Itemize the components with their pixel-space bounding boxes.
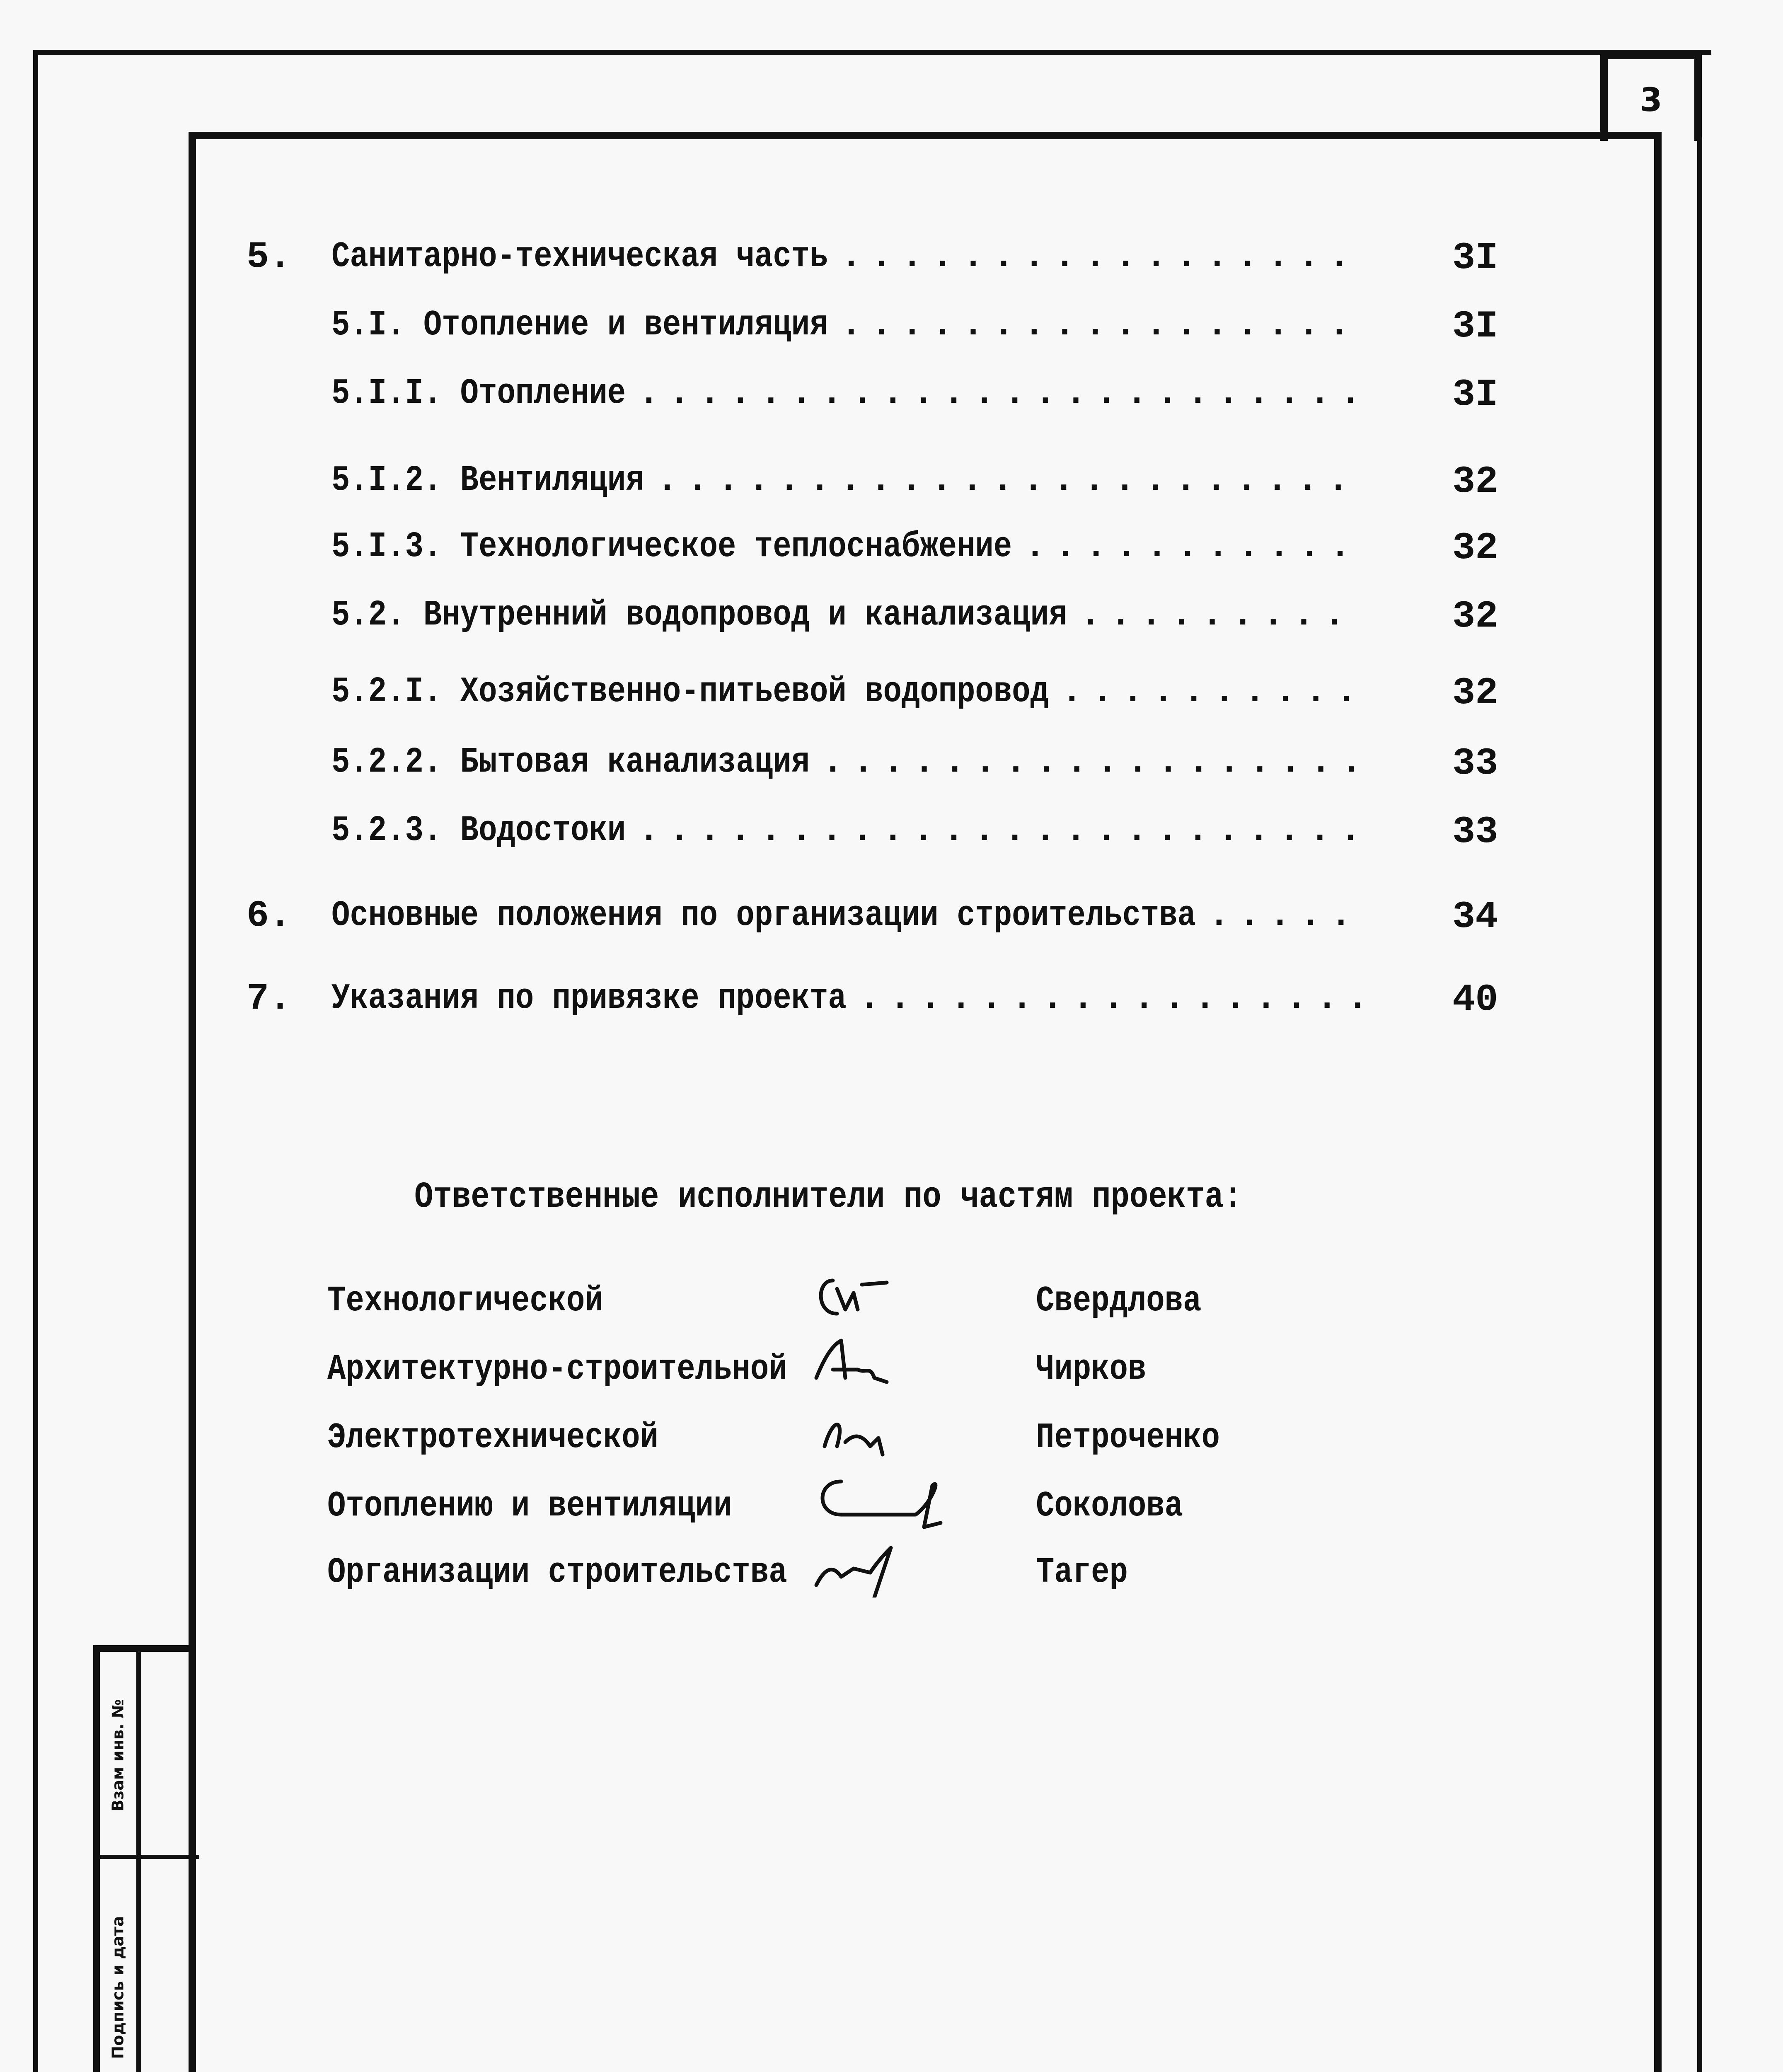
toc-row bbox=[0, 305, 1783, 350]
toc-leader-dots: .......... bbox=[1061, 671, 1367, 712]
toc-section-number: 7. bbox=[247, 978, 292, 1020]
signature-icon bbox=[808, 1264, 1023, 1326]
toc-page-number: 3I bbox=[1452, 305, 1498, 348]
signature-icon bbox=[808, 1332, 1023, 1394]
toc-row bbox=[0, 742, 1783, 787]
page-number: 3 bbox=[1640, 81, 1662, 119]
responsible-name: Петроченко bbox=[1036, 1417, 1220, 1458]
toc-row bbox=[0, 460, 1783, 506]
toc-row bbox=[0, 810, 1783, 856]
signature-icon bbox=[808, 1401, 1023, 1463]
toc-page-number: 34 bbox=[1452, 895, 1498, 939]
toc-title: Указания по привязке проекта bbox=[331, 978, 847, 1019]
toc-leader-dots: .................. bbox=[822, 742, 1371, 782]
responsible-name: Соколова bbox=[1036, 1486, 1183, 1526]
toc-page-number: 33 bbox=[1452, 742, 1498, 785]
toc-title: 5.I.I. Отопление bbox=[331, 373, 626, 414]
responsible-name: Тагер bbox=[1036, 1552, 1128, 1593]
toc-row bbox=[0, 526, 1783, 572]
page-number-box bbox=[1600, 52, 1702, 141]
toc-title: Санитарно-техническая часть bbox=[331, 236, 828, 277]
responsible-part: Технологической bbox=[327, 1280, 603, 1321]
toc-title: Основные положения по организации строительства bbox=[331, 895, 1196, 936]
toc-title: 5.2.3. Водостоки bbox=[331, 810, 626, 851]
toc-row bbox=[0, 895, 1783, 941]
toc-page-number: 33 bbox=[1452, 810, 1498, 854]
binding-cell-signature-date bbox=[100, 1859, 141, 2072]
toc-title: 5.2.I. Хозяйственно-питьевой водопровод bbox=[331, 671, 1049, 712]
toc-page-number: 32 bbox=[1452, 671, 1498, 715]
binding-divider bbox=[100, 1855, 199, 1859]
toc-leader-dots: ........................ bbox=[638, 373, 1370, 414]
toc-row bbox=[0, 978, 1783, 1024]
toc-page-number: 32 bbox=[1452, 460, 1498, 503]
signature-icon bbox=[808, 1469, 1023, 1531]
toc-leader-dots: ....................... bbox=[656, 460, 1358, 501]
responsible-title: Ответственные исполнители по частям проекта: bbox=[414, 1177, 1243, 1218]
binding-label: Подпись и дата bbox=[109, 1916, 127, 2059]
binding-label: Взам инв. № bbox=[109, 1699, 128, 1812]
toc-leader-dots: ................. bbox=[859, 978, 1378, 1019]
toc-row bbox=[0, 236, 1783, 282]
toc-leader-dots: ..... bbox=[1208, 895, 1361, 936]
responsible-name: Чирков bbox=[1036, 1349, 1147, 1389]
responsible-part: Отоплению и вентиляции bbox=[327, 1486, 732, 1526]
toc-leader-dots: ................. bbox=[840, 305, 1359, 345]
signature-icon bbox=[808, 1535, 1023, 1598]
toc-leader-dots: ........................ bbox=[638, 810, 1370, 851]
toc-row bbox=[0, 373, 1783, 419]
toc-title: 5.I.3. Технологическое теплоснабжение bbox=[331, 526, 1012, 567]
responsible-part: Электротехнической bbox=[327, 1417, 658, 1458]
right-frame-line bbox=[1697, 137, 1702, 2072]
toc-title: 5.2.2. Бытовая канализация bbox=[331, 742, 810, 782]
responsible-name: Свердлова bbox=[1036, 1280, 1202, 1321]
toc-row bbox=[0, 595, 1783, 640]
toc-leader-dots: ................. bbox=[840, 236, 1359, 277]
toc-row bbox=[0, 671, 1783, 717]
binding-strip bbox=[93, 1645, 193, 2072]
toc-page-number: 32 bbox=[1452, 595, 1498, 638]
toc-page-number: 32 bbox=[1452, 526, 1498, 570]
toc-title: 5.I.2. Вентиляция bbox=[331, 460, 644, 501]
toc-leader-dots: ........... bbox=[1024, 526, 1360, 567]
toc-section-number: 5. bbox=[247, 236, 292, 278]
toc-leader-dots: ......... bbox=[1079, 595, 1354, 635]
toc-page-number: 3I bbox=[1452, 373, 1498, 416]
responsible-part: Организации строительства bbox=[327, 1552, 787, 1593]
main-frame bbox=[189, 132, 1662, 2072]
toc-title: 5.I. Отопление и вентиляция bbox=[331, 305, 828, 345]
toc-page-number: 3I bbox=[1452, 236, 1498, 280]
responsible-part: Архитектурно-строительной bbox=[327, 1349, 787, 1389]
toc-section-number: 6. bbox=[247, 895, 292, 937]
binding-cell-replacement-inv bbox=[100, 1652, 141, 1859]
toc-page-number: 40 bbox=[1452, 978, 1498, 1021]
toc-title: 5.2. Внутренний водопровод и канализация bbox=[331, 595, 1067, 635]
